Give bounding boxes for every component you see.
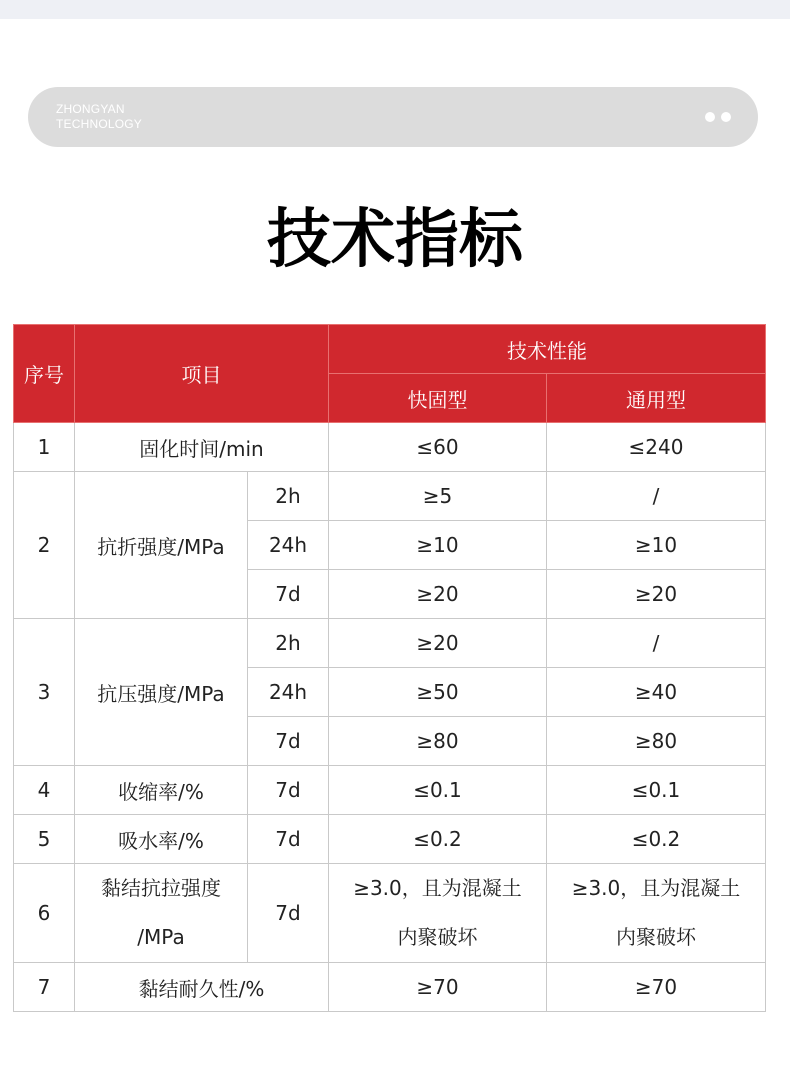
cell-fast: ≥70	[329, 963, 547, 1012]
cell-age: 24h	[248, 668, 329, 717]
header-seq: 序号	[14, 325, 75, 423]
cell-item: 吸水率/%	[75, 815, 248, 864]
cell-seq: 1	[14, 423, 75, 472]
cell-item-line-1: 黏结抗拉强度	[101, 876, 221, 900]
header-item: 项目	[75, 325, 329, 423]
spec-table	[13, 324, 766, 1012]
dots-icon	[705, 112, 731, 122]
cell-age: 2h	[248, 619, 329, 668]
cell-seq: 5	[14, 815, 75, 864]
cell-age: 7d	[248, 570, 329, 619]
cell-item	[75, 864, 248, 963]
cell-item: 抗折强度/MPa	[75, 472, 248, 619]
cell-item: 固化时间/min	[75, 423, 329, 472]
cell-seq: 3	[14, 619, 75, 766]
cell-general: ≥40	[547, 668, 766, 717]
cell-age: 7d	[248, 766, 329, 815]
cell-fast: ≤0.2	[329, 815, 547, 864]
top-strip	[0, 0, 790, 19]
cell-general-line-2: 内聚破坏	[616, 925, 696, 949]
cell-age: 24h	[248, 521, 329, 570]
table-row	[14, 472, 766, 521]
table-row	[14, 423, 766, 472]
cell-age: 7d	[248, 864, 329, 963]
dot-icon	[721, 112, 731, 122]
cell-seq: 2	[14, 472, 75, 619]
cell-fast: ≥20	[329, 619, 547, 668]
table-row	[14, 815, 766, 864]
dot-icon	[705, 112, 715, 122]
cell-fast: ≥10	[329, 521, 547, 570]
cell-general	[547, 864, 766, 963]
cell-general-line-1: ≥3.0，且为混凝土	[571, 876, 741, 900]
brand-line-1: ZHONGYAN	[56, 102, 125, 116]
cell-fast: ≥80	[329, 717, 547, 766]
cell-general: ≥20	[547, 570, 766, 619]
table-header-row	[14, 325, 766, 374]
cell-fast-line-1: ≥3.0，且为混凝土	[353, 876, 522, 900]
cell-item: 抗压强度/MPa	[75, 619, 248, 766]
page-title: 技术指标	[267, 203, 523, 277]
header-performance: 技术性能	[329, 325, 766, 374]
cell-seq: 6	[14, 864, 75, 963]
cell-fast: ≥20	[329, 570, 547, 619]
cell-fast: ≥50	[329, 668, 547, 717]
cell-age: 7d	[248, 717, 329, 766]
cell-general: ≥70	[547, 963, 766, 1012]
cell-item: 收缩率/%	[75, 766, 248, 815]
cell-fast: ≥5	[329, 472, 547, 521]
cell-item-line-2: /MPa	[137, 925, 185, 949]
cell-age: 7d	[248, 815, 329, 864]
cell-general: /	[547, 472, 766, 521]
table-row	[14, 864, 766, 963]
cell-general: ≥80	[547, 717, 766, 766]
brand-logo-text	[56, 102, 142, 132]
table-row	[14, 766, 766, 815]
cell-seq: 7	[14, 963, 75, 1012]
brand-bar	[28, 87, 758, 147]
cell-general: ≥10	[547, 521, 766, 570]
cell-fast-line-2: 内聚破坏	[397, 925, 478, 949]
table-row	[14, 619, 766, 668]
cell-fast: ≤0.1	[329, 766, 547, 815]
brand-line-2: TECHNOLOGY	[56, 117, 143, 131]
cell-age: 2h	[248, 472, 329, 521]
cell-general: ≤0.1	[547, 766, 766, 815]
cell-general: /	[547, 619, 766, 668]
header-general: 通用型	[547, 374, 766, 423]
cell-general: ≤240	[547, 423, 766, 472]
cell-general: ≤0.2	[547, 815, 766, 864]
cell-item: 黏结耐久性/%	[75, 963, 329, 1012]
cell-seq: 4	[14, 766, 75, 815]
cell-fast: ≤60	[329, 423, 547, 472]
header-fast: 快固型	[329, 374, 547, 423]
table-row	[14, 963, 766, 1012]
cell-fast	[329, 864, 547, 963]
